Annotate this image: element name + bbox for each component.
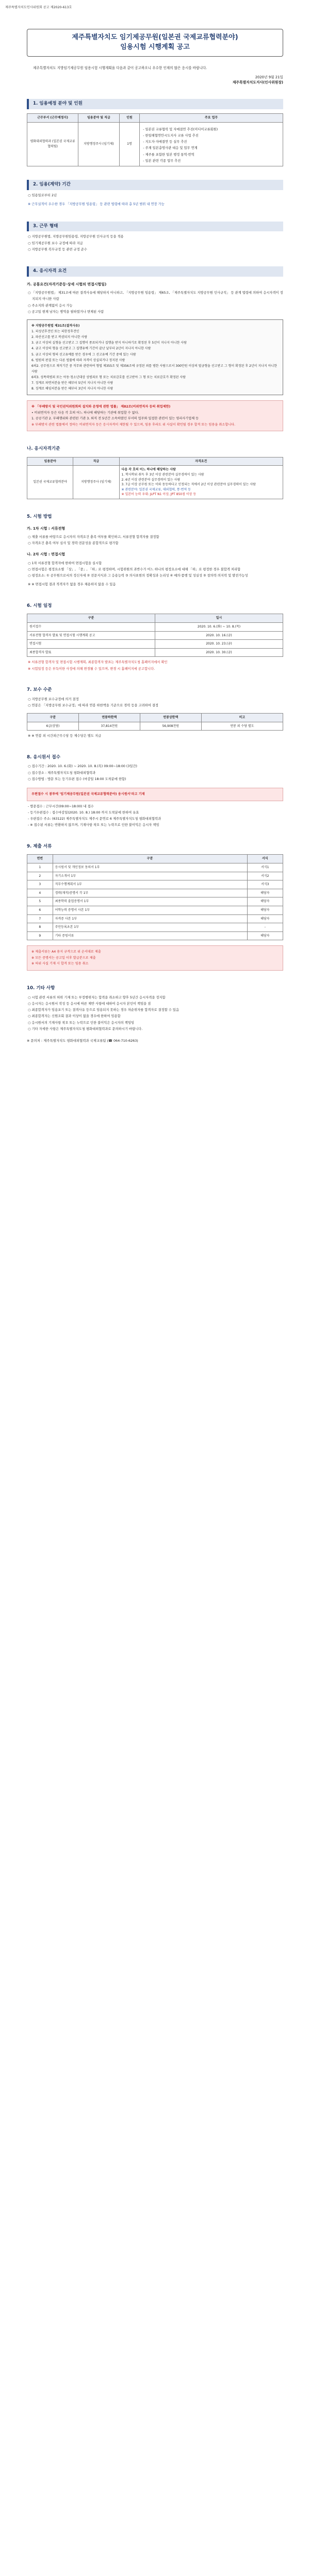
table-cell: 37,814천원 bbox=[78, 722, 140, 731]
table-header: 인원 bbox=[119, 114, 140, 123]
list-item: - 한일해협연안시도지사 교류 사업 추진 bbox=[142, 133, 281, 139]
table-cell: 최종학력 졸업증명서 1부 bbox=[53, 897, 247, 906]
req-line: 3. 7급 이상 공무원 또는 이와 동등하다고 인정되는 직에서 2년 이상 관련분야 실무경력이 있는 사람 bbox=[121, 483, 256, 487]
section-title: 10. 기타 사항 bbox=[27, 985, 55, 991]
list-item: ○ 접수기간 : 2020. 10. 6.(화) ~ 2020. 10. 8.(목) 09:00~18:00 (3일간) bbox=[27, 764, 283, 770]
section-title: 4. 응시자격 요건 bbox=[27, 266, 283, 277]
list-item: ○ 최종합격자는 신원조회 결과 이상이 없을 경우에 한하여 임용함 bbox=[27, 1013, 283, 1020]
documents-table bbox=[27, 854, 283, 940]
table-row bbox=[27, 889, 283, 897]
duties-cell bbox=[140, 122, 283, 166]
list-item: ○ 접수장소 : 제주특별자치도청 평화대외협력과 bbox=[27, 770, 283, 776]
table-header: 구분 bbox=[53, 855, 247, 863]
table-row bbox=[27, 880, 283, 889]
table-cell: 주민등록초본 1부 bbox=[53, 923, 247, 932]
table-header: 구분 bbox=[27, 614, 155, 623]
section-title: 나. 응시자격기준 bbox=[27, 446, 60, 452]
title-box bbox=[27, 29, 283, 57]
list-item: ○ 임기제공무원 보수 규정에 따라 지급 bbox=[27, 241, 283, 247]
list-item: - ※ 접수된 서류는 반환하지 않으며, 기재사항 착오 또는 누락으로 인한 불이익은 응시자 책임 bbox=[27, 822, 283, 828]
table-header: 직급 bbox=[73, 457, 119, 466]
list-item: ※ 시험일정 등은 부득이한 사정에 의해 변경될 수 있으며, 변경 시 홈페이지에 공고합니다. bbox=[27, 666, 283, 672]
list-item: - 지도자·자매결연 등 실무 추진 bbox=[142, 139, 281, 145]
table-row bbox=[27, 872, 283, 880]
table-cell: 56,908천원 bbox=[140, 722, 201, 731]
note-line: ※ 부패방지 관련 법률에서 정하는 비위면직자 등은 응시자격이 제한될 수 있으며, 임용 후라도 위 사실이 확인될 경우 합격 또는 임용을 취소합니다. bbox=[31, 422, 236, 427]
list-item: ○ 「지방공무원법」 제31조에 따른 결격사유에 해당하지 아니하고, 「지방공무원 임용령」 제65조, 「제주특별자치도 지방공무원 인사규칙」 등 관계 법령에 의하여 응시자격이 정지되지 아니한 사람 bbox=[27, 290, 283, 303]
table-cell: 2020. 10. 30.(금) bbox=[155, 648, 283, 657]
duties-list bbox=[142, 127, 281, 165]
table-row bbox=[27, 863, 283, 872]
table-cell: 지방행정주사 (임기제) bbox=[73, 466, 119, 499]
table-cell: 어학능력 증명서 사본 1부 bbox=[53, 906, 247, 915]
req-line: 1. 학사학위 취득 후 3년 이상 관련분야 실무경력이 있는 사람 bbox=[121, 472, 204, 477]
table-cell: 최종합격자 발표 bbox=[27, 648, 155, 657]
table-cell: - bbox=[247, 923, 283, 932]
table-header: 자격요건 bbox=[119, 457, 283, 466]
term-note bbox=[27, 201, 283, 208]
table-cell: 자격증 사본 1부 bbox=[53, 914, 247, 923]
table-cell: 2 bbox=[27, 872, 53, 880]
req-line: 다음 각 호의 어느 하나에 해당하는 사람 bbox=[121, 468, 176, 472]
table-row bbox=[27, 931, 283, 940]
notice-date: 2020년 9월 21일 bbox=[255, 75, 283, 79]
table-cell: 2020. 10. 6.(화) ~ 10. 8.(목) bbox=[155, 623, 283, 632]
table-cell: 1명 bbox=[119, 122, 140, 166]
table-cell: 6급(상당) bbox=[27, 722, 79, 731]
list-item: ※ ※ 연봉 외 시간외근무수당 등 제수당은 별도 지급 bbox=[27, 733, 283, 739]
intro-text: 제주특별자치도 지방임기제공무원 임용시험 시행계획을 다음과 같이 공고하오니 우수한 인재의 많은 응시를 바랍니다. bbox=[33, 65, 207, 70]
req-line: 2. 6년 이상 관련분야 실무경력이 있는 사람 bbox=[121, 478, 181, 482]
table-cell: 지방행정주사 (임기제) bbox=[78, 122, 119, 166]
table-cell: 기타 증빙서류 bbox=[53, 931, 247, 940]
list-item: ※ ※ 면접시험 결과 적격자가 없을 경우 채용하지 않을 수 있음 bbox=[27, 582, 283, 588]
table-cell: 해당자 bbox=[247, 889, 283, 897]
list-item: - 우편접수 주소: (63122) 제주특별자치도 제주시 문연로 6 제주특별자치도청 평화대외협력과 bbox=[27, 816, 283, 822]
section-title: 3. 근무 형태 bbox=[27, 222, 283, 232]
table-cell: 2020. 10. 23.(금) bbox=[155, 640, 283, 649]
table-cell: 해당자 bbox=[247, 906, 283, 915]
list-item: ○ 연봉은 「지방공무원 보수규정」에 따라 연봉 하한액을 기준으로 경력 등을 고려하여 결정 bbox=[27, 703, 283, 709]
box-line: 1. 피성년후견인 또는 피한정후견인 bbox=[31, 330, 79, 334]
list-item: ○ 공고일 현재 남자는 병역을 필하였거나 면제된 사람 bbox=[27, 309, 283, 315]
list-item: ○ 평정요소: ① 공무원으로서의 정신자세 ② 전문지식과 그 응용능력 ③ 의사표현의 정확성과 논리성 ④ 예의·품행 및 성실성 ⑤ 창의력·의지력 및 발전가능성 bbox=[27, 573, 283, 579]
subsection-title: 나. 2차 시험 : 면접시험 bbox=[27, 552, 66, 557]
list-item: - 제주를 포함한 일본 행정 통역·번역 bbox=[142, 152, 281, 158]
list-item: ○ 지방공무원법, 지방공무원임용령, 지방공무원 인사규칙 등을 적용 bbox=[27, 234, 283, 240]
note-line: ※ 허위 사실 기재 시 합격 또는 임용 취소 bbox=[31, 962, 89, 966]
section-title: 9. 제출 서류 bbox=[27, 843, 52, 849]
section-title: 2. 임용(계약) 기간 bbox=[27, 180, 283, 190]
positions-table bbox=[27, 113, 283, 166]
table-header: 구분 bbox=[27, 714, 79, 722]
box-line: 4. 금고 이상의 형을 선고받고 그 집행유예 기간이 끝난 날부터 2년이 지나지 아니한 사람 bbox=[31, 347, 151, 351]
table-header: 연번 bbox=[27, 855, 53, 863]
note-line: 1. 공공기관 2. 부패행위와 관련된 기관 3. 퇴직 전 5년간 소속하였던 부서의 업무와 밀접한 관련이 있는 영리사기업체 등 bbox=[31, 417, 199, 421]
application-list bbox=[27, 764, 283, 783]
box-line: 3. 금고 이상의 실형을 선고받고 그 집행이 종료되거나 집행을 받지 아니하기로 확정된 후 5년이 지나지 아니한 사람 bbox=[31, 341, 187, 345]
table-cell: 평화대외협력과 (일본권 국제교류협력팀) bbox=[27, 122, 78, 166]
list-item: - 방문접수 : 근무시간(09:00~18:00) 내 접수 bbox=[27, 804, 283, 810]
work-type-list bbox=[27, 234, 283, 253]
req-line: ※ 관련분야: 일본권 국제교류, 대외협력, 통·번역 등 bbox=[121, 487, 191, 492]
contact-info: ※ 문의처 : 제주특별자치도 평화대외협력과 국제교류팀 (☎ 064-710-6263) bbox=[27, 1039, 138, 1043]
salary-table bbox=[27, 713, 283, 731]
table-cell: 응시원서 및 개인정보 동의서 1부 bbox=[53, 863, 247, 872]
table-row bbox=[27, 640, 283, 649]
exam1-list bbox=[27, 534, 283, 547]
table-cell: 서식3 bbox=[247, 880, 283, 889]
section-title: 7. 보수 수준 bbox=[27, 687, 52, 692]
mail-warning bbox=[27, 788, 283, 801]
table-cell: 원서접수 bbox=[27, 623, 155, 632]
list-item: - 일본 관련 각종 업무 추진 bbox=[142, 158, 281, 164]
box-line: 7. 징계로 파면처분을 받은 때부터 5년이 지나지 아니한 사람 bbox=[31, 381, 113, 385]
requirements-list bbox=[27, 290, 283, 315]
requirements-cell bbox=[119, 466, 283, 499]
list-item: ○ 지방공무원 복무규정 등 관련 규정 준수 bbox=[27, 247, 283, 253]
list-item: - 등기우편접수 : 접수마감일(2020. 10. 8.) 18:00 까지 도착분에 한하여 유효 bbox=[27, 810, 283, 816]
salary-note bbox=[27, 733, 283, 739]
title-line1: 제주특별자치도 임기제공무원(일본권 국제교류협력분야) bbox=[72, 33, 238, 41]
list-item: ○ 응시원서의 기재사항 착오 또는 누락으로 인한 불이익은 응시자의 책임임 bbox=[27, 1020, 283, 1026]
table-cell: 서식1 bbox=[247, 863, 283, 872]
table-row bbox=[27, 623, 283, 632]
table-cell: 해당자 bbox=[247, 931, 283, 940]
term-list bbox=[27, 193, 283, 199]
table-cell: 해당자 bbox=[247, 897, 283, 906]
list-item: ○ 응시자는 응시원서 작성 등 응시에 따른 제반 사항에 대하여 응시자 본인이 책임을 짐 bbox=[27, 1001, 283, 1007]
section-title: 6. 시험 일정 bbox=[27, 603, 52, 608]
table-header: 주요 업무 bbox=[140, 114, 283, 123]
application-details bbox=[27, 804, 283, 829]
table-cell: 7 bbox=[27, 914, 53, 923]
subsection-title: 가. 1차 시험 : 서류전형 bbox=[27, 526, 66, 531]
box-title: ※ 지방공무원법 제31조(결격사유) bbox=[31, 324, 80, 328]
table-header: 근무부서 (근무예정지) bbox=[27, 114, 78, 123]
table-header: 비고 bbox=[201, 714, 283, 722]
list-item: ○ 자격요건 충족 여부 심사 및 경력·전문성을 종합적으로 평가함 bbox=[27, 540, 283, 547]
table-header: 연봉하한액 bbox=[78, 714, 140, 722]
schedule-notes bbox=[27, 659, 283, 672]
list-item: ○ 1차 서류전형 합격자에 한하여 면접시험을 실시함 bbox=[27, 561, 283, 567]
table-cell: 2020. 10. 16.(금) bbox=[155, 631, 283, 640]
list-item: - 일본권 교류협력 및 자매결연 추진(미디어교류회원) bbox=[142, 127, 281, 133]
list-item: ○ 지방공무원 보수규정에 의거 결정 bbox=[27, 697, 283, 703]
table-cell: 직무수행계획서 1부 bbox=[53, 880, 247, 889]
table-cell: 서류전형 합격자 발표 및 면접시험 시행계획 공고 bbox=[27, 631, 155, 640]
table-cell: 일본권 국제교류협력분야 bbox=[27, 466, 73, 499]
table-cell: 3 bbox=[27, 880, 53, 889]
exam2-list bbox=[27, 561, 283, 580]
notice-number: 제주특별자치도인사위원회 공고 제2020-613호 bbox=[5, 6, 72, 9]
disqualification-box bbox=[27, 319, 283, 395]
documents-note bbox=[27, 945, 283, 970]
box-line: 8. 징계로 해임처분을 받은 때부터 3년이 지나지 아니한 사람 bbox=[31, 387, 113, 391]
list-item: ○ 면접시험은 평정요소별 「상」, 「중」, 「하」로 평정하며, 시험위원의 과반수가 어느 하나의 평정요소에 대해 「하」로 평정한 경우 불합격 처리함 bbox=[27, 567, 283, 573]
table-cell: 경력(재직)증명서 각 1부 bbox=[53, 889, 247, 897]
list-item: ※ 근무실적이 우수한 경우 「지방공무원 임용령」 등 관련 법령에 따라 총 5년 범위 내 연장 가능 bbox=[27, 201, 283, 208]
table-header: 연봉상한액 bbox=[140, 714, 201, 722]
req-line: ※ 일본어 능력 우대: JLPT N1 이상, JPT 850점 이상 등 bbox=[121, 493, 197, 497]
subsection-title: 가. 공통요건(자격기준등·상세 시험의 면접시험일) bbox=[27, 282, 107, 286]
table-row bbox=[27, 648, 283, 657]
list-item: ※ 서류전형 합격자 및 면접시험 시행계획, 최종합격자 발표는 제주특별자치도청 홈페이지에서 확인 bbox=[27, 659, 283, 666]
table-cell: 9 bbox=[27, 931, 53, 940]
table-header: 일시 bbox=[155, 614, 283, 623]
table-row bbox=[27, 906, 283, 915]
list-item: ○ 주소지와 관계없이 응시 가능 bbox=[27, 303, 283, 309]
note-line: • 비위면직자 등은 다음 각 호의 어느 하나에 해당하는 기관에 취업할 수 없다. bbox=[31, 411, 139, 415]
employment-restriction-note bbox=[27, 400, 283, 431]
table-cell: 서식2 bbox=[247, 872, 283, 880]
title-line2: 임용시험 시행계획 공고 bbox=[120, 43, 190, 51]
note-line: ※ 모든 증명서는 공고일 이후 발급분으로 제출 bbox=[31, 956, 96, 960]
list-item: ○ 시험 관련 서류의 허위 기재 또는 부정행위자는 합격을 취소하고 향후 5년간 응시자격을 정지함 bbox=[27, 995, 283, 1001]
table-row bbox=[27, 923, 283, 932]
table-cell: 1 bbox=[27, 863, 53, 872]
table-cell: 5 bbox=[27, 897, 53, 906]
misc-list bbox=[27, 995, 283, 1033]
note-line: ※ 「부패방지 및 국민권익위원회의 설치와 운영에 관한 법률」 제82조(비위면직자 등의 취업제한) bbox=[31, 405, 171, 409]
table-row bbox=[27, 631, 283, 640]
section-title: 1. 임용예정 분야 및 인원 bbox=[27, 99, 283, 109]
section-title: 5. 시험 방법 bbox=[27, 514, 52, 519]
note-line: 우편접수 시 봉투에 '임기제공무원(일본권 국제교류협력분야) 응시원서'라고 기재 bbox=[31, 792, 145, 796]
table-cell: 4 bbox=[27, 889, 53, 897]
table-header: 임용분야 bbox=[27, 457, 73, 466]
table-cell: 8 bbox=[27, 923, 53, 932]
table-cell: 연봉 외 수당 별도 bbox=[201, 722, 283, 731]
box-line: 5. 금고 이상의 형의 선고유예를 받은 경우에 그 선고유예 기간 중에 있는 사람 bbox=[31, 352, 136, 357]
qualification-table bbox=[27, 457, 283, 499]
schedule-table bbox=[27, 614, 283, 657]
list-item: ○ 최종합격자가 임용포기 또는 결격사유 등으로 임용되지 못하는 경우 차순위자를 합격자로 결정할 수 있음 bbox=[27, 1007, 283, 1013]
exam-note bbox=[27, 582, 283, 588]
table-cell: 6 bbox=[27, 906, 53, 915]
table-row bbox=[27, 897, 283, 906]
note-line: ※ 제출서류는 A4 용지 규격으로 위 순서대로 제출 bbox=[31, 950, 101, 954]
list-item: ○ 기타 자세한 사항은 제주특별자치도청 평화대외협력과로 문의하시기 바랍니다. bbox=[27, 1026, 283, 1032]
list-item: ○ 접수방법 : 방문 또는 등기우편 접수 (마감일 18:00 도착분에 한함) bbox=[27, 776, 283, 783]
table-cell: 면접시험 bbox=[27, 640, 155, 649]
box-line: 2. 파산선고를 받고 복권되지 아니한 사람 bbox=[31, 335, 87, 340]
table-header: 임용분야 및 직급 bbox=[78, 114, 119, 123]
table-cell: 자기소개서 1부 bbox=[53, 872, 247, 880]
table-header: 서식 bbox=[247, 855, 283, 863]
box-line: 6의3. 성폭력범죄 또는 아동·청소년대상 성범죄로 형 또는 치료감호를 선고받아 그 형 또는 치료감호가 확정된 사람 bbox=[31, 375, 186, 379]
salary-list bbox=[27, 697, 283, 709]
list-item: ○ 임용일로부터 2년 bbox=[27, 193, 283, 199]
list-item: ○ 제출 서류를 바탕으로 응시자의 자격요건 충족 여부를 확인하고, 서류전형 합격자를 결정함 bbox=[27, 534, 283, 540]
section-title: 8. 응시원서 접수 bbox=[27, 754, 61, 760]
box-line: 6의2. 공무원으로 재직기간 중 직무와 관련하여 형법 제355조 및 제356조에 규정된 죄를 범한 사람으로서 300만원 이상의 벌금형을 선고받고 그 형이 확정된 후 2년이 지나지 아니한 사람 bbox=[31, 364, 278, 374]
list-item: - 주재 일본총영사관 대응 및 업무 연계 bbox=[142, 145, 281, 151]
notice-org: 제주특별자치도지사(인사위원장) bbox=[232, 80, 283, 85]
table-row bbox=[27, 722, 283, 731]
table-row bbox=[27, 914, 283, 923]
table-cell: 해당자 bbox=[247, 914, 283, 923]
box-line: 6. 법원의 판결 또는 다른 법률에 따라 자격이 상실되거나 정지된 사람 bbox=[31, 358, 125, 362]
